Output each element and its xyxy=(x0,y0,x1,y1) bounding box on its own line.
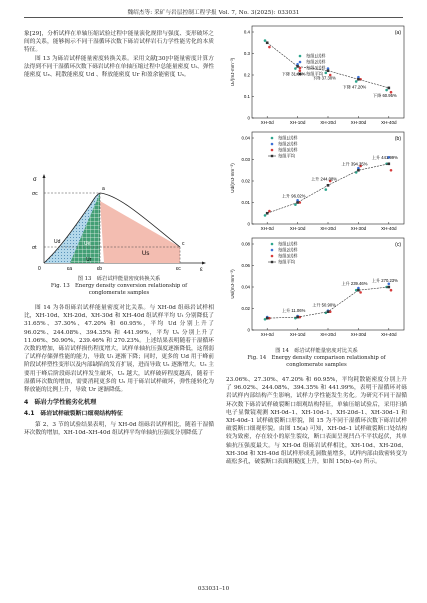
ur-region-label: Ur xyxy=(86,257,92,263)
legend-marker xyxy=(271,261,273,263)
change-annotation: 下降 60.95% xyxy=(372,92,397,98)
panel-label: (b) xyxy=(394,136,401,142)
us-region-label: Us xyxy=(142,251,150,257)
legend-entry: 每组1试样 xyxy=(278,241,298,247)
average-marker xyxy=(327,310,330,313)
paragraph: 图 14 为各组砾岩试样能量密度对比关系。与 XH-0d 组砾岩试样相比，XH-10d、XH-20d、XH-30d 和 XH-40d 组试样平均 Uₜ 分别降低了 31.65%、37.30%、47.20% 和 60.95%，平均 Ud 分别上升了 96.02%、244.08%、394.35% 和 441.99%，平均 Uₛ 分别上升了 11.06%、50.90%、239.46% 和 270.23%。上述结果表明随着干湿循环次数的增加，砾岩试样损伤程度增大，试样单轴抗压强度逐渐降低，这削弱了试样存储弹性能的能力，导致 Uₜ 逐渐下降；同时，更多的 Ud 用于峰前阶段试样塑性变形以及内部缺陷的发育扩展，进而导致 Uₛ 逐渐增大。Uₛ 主要用于峰后阶段砾岩试样发生破坏，Uₛ 越大，试样破碎程度越高，随着干湿循环次数的增加，需要消耗更多的 Uₛ 用于砾岩试样破坏，弹性能转化为释放能的比例上升，导致 Ur 逐渐降低。 xyxy=(24,305,214,394)
eps-c-label: εc xyxy=(176,266,181,272)
legend-marker xyxy=(271,243,274,246)
paragraph: 图 13 为砾岩试样能量密度转换关系。采用文献[30]中能量密度计算方法得到不同干湿循环次数下砾岩试样在单轴压缩过程中总能量密度 Uₜ、弹性能密度 Uₑ、耗散能密度 Ud 、释放能密度 Ur 和盈余能密度 Uₛ。 xyxy=(24,55,215,79)
data-point xyxy=(390,289,393,292)
average-marker xyxy=(266,212,269,215)
header-rule xyxy=(24,17,403,18)
strain-axis-label: ε xyxy=(200,267,203,273)
legend-entry: 每组2试样 xyxy=(306,59,326,65)
y-tick-label: 0.04 xyxy=(241,284,250,290)
eps-a-label: εa xyxy=(67,266,73,272)
legend-marker xyxy=(271,249,274,252)
change-annotation: 上升 96.02% xyxy=(281,193,306,199)
y-axis-label: Us/(mJ·mm⁻³) xyxy=(230,269,235,299)
y-tick-label: 0 xyxy=(247,327,250,333)
legend-marker xyxy=(299,55,302,58)
ue-region-label: Ue xyxy=(84,241,91,247)
y-tick-label: 0.08 xyxy=(241,241,250,247)
legend-entry: 每组平均 xyxy=(306,71,324,77)
average-marker xyxy=(296,316,299,319)
y-tick-label: 0 xyxy=(247,115,250,121)
average-marker xyxy=(266,317,269,320)
average-marker xyxy=(296,201,299,204)
x-tick-label: XH-20d xyxy=(320,332,336,337)
legend-entry: 每组平均 xyxy=(278,153,296,159)
x-tick-label: XH-10d xyxy=(289,120,306,125)
legend-entry: 每组平均 xyxy=(278,259,296,265)
legend-marker xyxy=(271,143,274,146)
caption-en: Fig. 14 Energy density comparison relationship of xyxy=(247,355,386,362)
change-annotation: 上升 270.23% xyxy=(371,278,398,283)
y-tick-label: 0.1 xyxy=(243,94,250,100)
x-tick-label: XH-40d xyxy=(381,332,397,337)
x-tick-label: XH-30d xyxy=(350,332,367,337)
y-axis-label: Ud/(mJ·mm⁻³) xyxy=(230,163,235,193)
caption-cn: 图 13 砾岩试样能量密度转换关系 xyxy=(77,276,161,282)
average-marker xyxy=(357,289,360,292)
plot-frame xyxy=(252,238,404,330)
legend-entry: 每组2试样 xyxy=(278,141,298,147)
stress-axis-label: σ xyxy=(33,177,37,183)
x-tick-label: XH-0d xyxy=(260,226,274,231)
change-annotation: 上升 11.06% xyxy=(281,308,306,314)
x-tick-label: XH-0d xyxy=(260,120,274,125)
x-tick-label: XH-10d xyxy=(289,332,306,337)
figure-13-caption xyxy=(24,276,214,298)
y-axis-label: Uₜ/(mJ·mm⁻³) xyxy=(230,57,235,87)
y-tick-label: 0.02 xyxy=(241,178,250,184)
legend-entry: 每组3试样 xyxy=(278,147,298,153)
legend-marker xyxy=(271,137,274,140)
change-annotation: 上升 239.46% xyxy=(341,281,368,287)
caption-cn: 图 14 砾岩试样能量密度对比关系 xyxy=(275,348,358,354)
data-point xyxy=(268,46,271,49)
eps-b-label: εb xyxy=(97,266,103,272)
legend-entry: 每组2试样 xyxy=(278,247,298,253)
point-c-label: c xyxy=(182,241,185,247)
data-point xyxy=(390,169,393,172)
average-marker xyxy=(266,41,269,44)
y-tick-label: 0.01 xyxy=(241,200,250,206)
legend-marker xyxy=(271,149,274,152)
left-column-top xyxy=(24,30,214,79)
figure-14-energy-comparison xyxy=(226,22,407,344)
legend-entry: 每组1试样 xyxy=(278,135,298,141)
y-tick-label: 0.3 xyxy=(243,51,250,57)
sigma-c-label: σc xyxy=(32,191,38,197)
average-marker xyxy=(388,286,391,289)
caption-en: Fig. 13 Energy density conversion relationship of xyxy=(50,283,188,290)
data-point xyxy=(325,188,328,191)
average-marker xyxy=(296,65,299,68)
average-marker xyxy=(388,163,391,166)
subsection-heading: 4.1 砾岩试样破裂断口细观结构特征 xyxy=(24,411,123,418)
x-tick-label: XH-30d xyxy=(350,120,367,125)
change-annotation: 下降 37.30% xyxy=(312,75,336,81)
page-number: 033031–10 xyxy=(197,586,230,592)
average-marker xyxy=(327,69,330,72)
paragraph: 第 2、3 节的试验结果表明，与 XH-0d 组砾岩试样相比，随着干湿循环次数的增加，XH-10d–XH-40d 组试样平均单轴抗压强度分别降低了 xyxy=(24,421,214,436)
change-annotation: 下降 31.65% xyxy=(281,71,306,77)
figure-13-energy-diagram xyxy=(30,173,210,273)
legend-entry: 每组3试样 xyxy=(278,253,298,259)
y-tick-label: 0.06 xyxy=(241,263,250,269)
paragraph: 象[29]，分析试样在单轴压缩试验过程中能量演化规律与强度、变形破坏之间的关系，能够揭示不同干湿循环次数下砾岩试样岩石力学性能劣化的本质特征。 xyxy=(24,31,214,54)
ud-region-label: Ud xyxy=(54,239,61,245)
y-tick-label: 0.02 xyxy=(241,306,250,312)
average-marker xyxy=(327,184,330,187)
running-header: 魏绍杰等: 采矿与岩层控制工程学报 Vol. 7, No. 3(2025): 033031 xyxy=(127,10,300,16)
legend-marker xyxy=(271,255,274,258)
average-marker xyxy=(388,87,391,90)
legend-marker xyxy=(299,67,302,70)
change-annotation: 上升 244.08% xyxy=(310,176,338,182)
point-a-label: a xyxy=(102,186,105,192)
y-tick-label: 0.4 xyxy=(243,29,250,35)
average-line xyxy=(267,164,389,213)
panel-label: (c) xyxy=(395,242,401,248)
change-annotation: 上升 50.90% xyxy=(312,302,336,308)
panel-label: (a) xyxy=(394,30,401,36)
figure-14-caption xyxy=(226,348,407,370)
x-tick-label: XH-10d xyxy=(289,226,306,231)
left-column-bottom xyxy=(24,304,214,437)
change-annotation: 下降 47.20% xyxy=(342,84,367,90)
legend-marker xyxy=(299,61,302,64)
caption-en: conglomerate samples xyxy=(88,290,150,297)
change-annotation: 上升 441.99% xyxy=(371,154,398,160)
sigma-t-label: σt xyxy=(32,245,37,251)
x-tick-label: XH-0d xyxy=(260,332,274,337)
x-tick-label: XH-40d xyxy=(381,226,397,231)
origin-label: 0 xyxy=(38,266,41,272)
y-tick-label: 0.04 xyxy=(241,135,250,141)
x-tick-label: XH-20d xyxy=(320,120,336,125)
average-line xyxy=(267,43,389,88)
legend-entry: 每组1试样 xyxy=(306,53,326,59)
average-marker xyxy=(357,78,360,81)
x-tick-label: XH-30d xyxy=(350,226,367,231)
section-heading: 4 砾岩力学性能劣化机理 xyxy=(24,399,97,407)
legend-marker xyxy=(271,155,273,157)
change-annotation: 上升 394.35% xyxy=(341,161,368,167)
paragraph: 23.06%、27.30%、47.20% 和 60.95%，平均耗散能密度分别上升了 96.02%、244.08%、394.35% 和 441.99%，表明干湿循环对砾岩试样内部结构产生影响，试样力学性能发生劣化。为研究不同干湿循环次数下砾岩试样破裂断口细观结构特征，单轴压缩试验后，采用扫描电子显微镜观测 XH-0d–1、XH-10d–1、XH-20d–1、XH-30d–1 和 XH-40d–1 试样破裂断口形貌，图 15 为不同干湿循环次数下砾岩试样破裂断口细观形貌。由图 15(a) 可知，XH-0d–1 试样破裂断口处结构较为致密，存在较小的原生裂纹，断口表面呈现凹凸不平状起伏，其单轴抗压强度最大。与 XH-0d 组砾岩试样相比，XH-10d、XH-20d、XH-30d 和 XH-40d 组试样形成孔洞数量增多，试样内部由致密转变为疏松多孔，破裂断口表面粗糙度上升，如图 15(b)–(e) 所示。 xyxy=(226,377,407,466)
y-tick-label: 0.03 xyxy=(241,157,250,163)
legend-entry: 每组3试样 xyxy=(306,65,326,71)
average-marker xyxy=(357,169,360,172)
x-tick-label: XH-20d xyxy=(320,226,336,231)
x-tick-label: XH-40d xyxy=(381,120,397,125)
caption-en: conglomerate samples xyxy=(286,362,347,369)
right-column-text xyxy=(226,376,407,466)
y-tick-label: 0 xyxy=(247,221,250,227)
y-tick-label: 0.2 xyxy=(243,72,250,78)
